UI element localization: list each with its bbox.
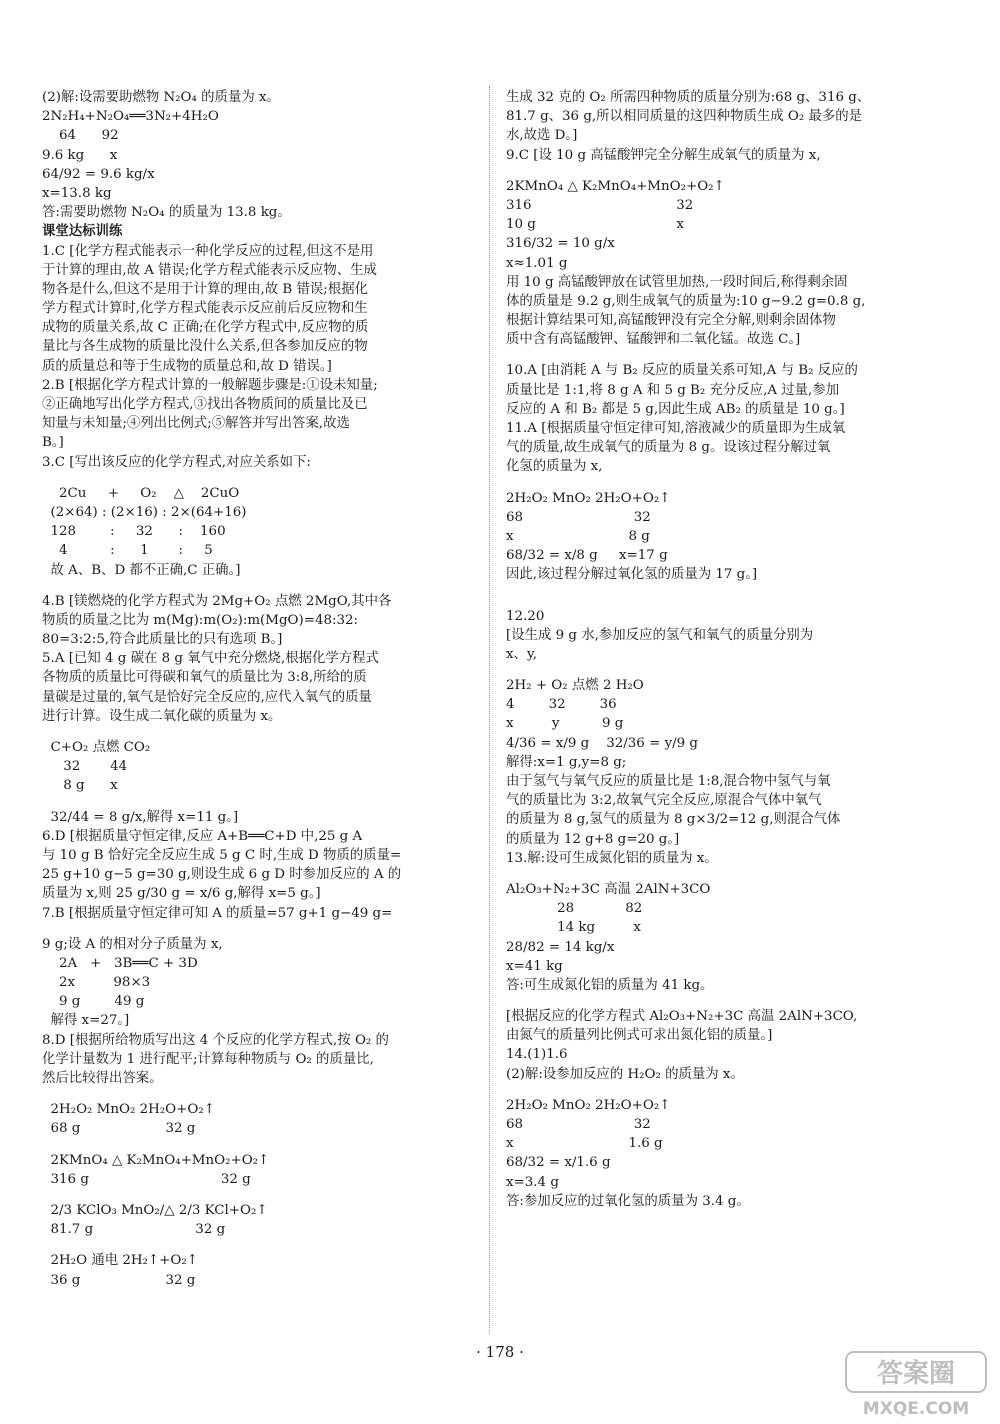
left-column-line: 128 : 32 : 160 [42, 524, 226, 540]
right-column-line: 的质量为 12 g+8 g=20 g。] [506, 831, 680, 847]
right-column-line: 4/36 = x/9 g 32/36 = y/9 g [506, 735, 698, 751]
right-column-line: 13.解:设可生成氮化铝的质量为 x。 [506, 850, 718, 866]
right-column-line: 14.(1)1.6 [506, 1047, 568, 1063]
left-column-line: 课堂达标训练 [42, 223, 123, 240]
left-column-line: 2H₂O 通电 2H₂↑+O₂↑ [42, 1253, 198, 1269]
right-column-line: [根据反应的化学方程式 Al₂O₃+N₂+3C 高温 2AlN+3CO, [506, 1009, 858, 1025]
left-column-line: 与 10 g B 恰好完全反应生成 5 g C 时,生成 D 物质的质量= [42, 847, 402, 863]
right-column-line: 由于氢气与氧气反应的质量比是 1:8,混合物中氢气与氧 [506, 774, 831, 789]
right-column-line: 用 10 g 高锰酸钾放在试管里加热,一段时间后,称得剩余固 [506, 274, 848, 290]
left-column-line: 解得 x=27。] [42, 1013, 130, 1029]
left-column-line: 物质的质量之比为 m(Mg):m(O₂):m(MgO)=48:32: [42, 612, 359, 628]
left-column-line: 32/44 = 8 g/x,解得 x=11 g。] [42, 809, 239, 825]
spacer [42, 1139, 477, 1151]
right-column-line: 答:可生成氮化铝的质量为 41 kg。 [506, 977, 714, 993]
left-column-line: 3.C [写出该反应的化学方程式,对应关系如下: [42, 454, 311, 470]
right-column-line: 的质量为 8 g,氢气的质量为 8 g×3/2=12 g,则混合气体 [506, 812, 841, 828]
left-column-line: 化学计量数为 1 进行配平;计算每种物质与 O₂ 的质量比, [42, 1051, 374, 1067]
spacer [42, 472, 477, 484]
left-column-line: 2.B [根据化学方程式计算的一般解题步骤是:①设未知量; [42, 377, 378, 393]
left-column-line: 2A + 3B══C + 3D [42, 955, 198, 971]
left-column-line: 物各是什么,但这不是用于计算的理由,故 B 错误;根据化 [42, 281, 368, 297]
right-column-line: 气的质量比为 3:2,故氧气完全反应,原混合气体中氧气 [506, 793, 822, 809]
right-column-line: 4 32 36 [506, 697, 617, 713]
left-column-line: 量碳是过量的,氧气是恰好完全反应的,应代入氧气的质量 [42, 689, 372, 705]
left-column-line: 1.C [化学方程式能表示一种化学反应的过程,但这不是用 [42, 243, 374, 259]
left-column-line: 知量与未知量;④列出比例式;⑤解答并写出答案,故选 [42, 416, 350, 432]
right-column-line: 12.20 [506, 608, 545, 624]
spacer [42, 796, 477, 808]
left-column-line: 81.7 g 32 g [42, 1222, 226, 1238]
left-column-line: 进行计算。设生成二氧化碳的质量为 x。 [42, 708, 282, 724]
spacer [42, 1239, 477, 1251]
right-column-line: 28/82 = 14 kg/x [506, 939, 615, 955]
left-column-line: 4.B [镁燃烧的化学方程式为 2Mg+O₂ 点燃 2MgO,其中各 [42, 593, 392, 609]
left-column-line: 25 g+10 g−5 g=30 g,则设生成 6 g D 时参加反应的 A 的 [42, 867, 402, 883]
left-column [42, 88, 477, 1290]
right-column-line: 28 82 [506, 901, 643, 917]
left-column-line: 于计算的理由,故 A 错误;化学方程式能表示反应物、生成 [42, 262, 377, 278]
left-column-line: 316 g 32 g [42, 1171, 251, 1187]
left-column-line: 学方程式计算时,化学方程式能表示反应前后反应物和生 [42, 301, 368, 317]
watermark-url: MXQE.COM [862, 1399, 970, 1419]
left-column-line: 2KMnO₄ △ K₂MnO₄+MnO₂+O₂↑ [42, 1152, 270, 1168]
right-column-line: x 8 g [506, 528, 650, 544]
left-column-line: 8 g x [42, 778, 118, 794]
spacer [42, 1189, 477, 1201]
left-column-line: 2H₂O₂ MnO₂ 2H₂O+O₂↑ [42, 1102, 215, 1118]
left-column-line: 4 : 1 : 5 [42, 543, 213, 559]
right-column-line: 化氢的质量为 x, [506, 459, 603, 475]
left-column-line: x=13.8 kg [42, 185, 112, 201]
left-column-line: 9 g;设 A 的相对分子质量为 x, [42, 936, 223, 952]
right-column-line: 2H₂ + O₂ 点燃 2 H₂O [506, 678, 644, 694]
left-column-line: 成物的质量关系,故 C 正确;在化学方程式中,反应物的质 [42, 320, 369, 336]
right-column-line: 68 32 [506, 1117, 651, 1132]
left-column-line: 2Cu + O₂ △ 2CuO [42, 485, 240, 501]
left-column-line: 2x 98×3 [42, 975, 151, 991]
right-column-line: 316 32 [506, 197, 694, 213]
right-column-line: 水,故选 D。] [506, 128, 578, 144]
right-column-line: 68 32 [506, 509, 651, 525]
left-column-line: 36 g 32 g [42, 1272, 196, 1288]
left-column-line: (2)解:设需要助燃物 N₂O₄ 的质量为 x。 [42, 90, 280, 105]
left-column-line: 8.D [根据所给物质写出这 4 个反应的化学方程式,按 O₂ 的 [42, 1032, 389, 1048]
left-column-line: 64/92 = 9.6 kg/x [42, 166, 155, 182]
spacer [42, 726, 477, 738]
right-column-line: 答:参加反应的过氧化氢的质量为 3.4 g。 [506, 1193, 750, 1209]
left-column-line: ②正确地写出化学方程式,③找出各物质间的质量比及已 [42, 397, 368, 412]
right-column-line: x≈1.01 g [506, 255, 568, 271]
right-column-line: (2)解:设参加反应的 H₂O₂ 的质量为 x。 [506, 1066, 744, 1082]
left-column-line: 68 g 32 g [42, 1121, 196, 1137]
left-column-line: 量比与各生成物的质量比没什么关系,但各参加反应的物 [42, 339, 368, 355]
right-column-line: 316/32 = 10 g/x [506, 236, 615, 252]
right-column-line: Al₂O₃+N₂+3C 高温 2AlN+3CO [506, 881, 711, 897]
right-column-line: [设生成 9 g 水,参加反应的氢气和氧气的质量分别为 [506, 627, 814, 643]
left-column-line: 各物质的质量比可得碳和氧气的质量比为 3:8,所给的质 [42, 670, 367, 686]
left-column-line: 然后比较得出答案。 [42, 1071, 163, 1086]
right-column-line: 10.A [由消耗 A 与 B₂ 反应的质量关系可知,A 与 B₂ 反应的 [506, 363, 858, 379]
left-column-line: 答:需要助燃物 N₂O₄ 的质量为 13.8 kg。 [42, 205, 291, 221]
spacer [506, 477, 918, 489]
right-column-line: 由氮气的质量列比例式可求出氮化铝的质量。] [506, 1028, 773, 1044]
right-column-line: 气的质量,故生成氧气的质量为 8 g。设该过程分解过氧 [506, 440, 831, 456]
right-column-line: 生成 32 克的 O₂ 所需四种物质的质量分别为:68 g、316 g、 [506, 90, 871, 105]
right-column-line: 质中含有高锰酸钾、锰酸钾和二氧化锰。故选 C。] [506, 332, 801, 348]
left-column-line: 质的质量总和等于生成物的质量总和,故 D 错误。] [42, 358, 332, 374]
left-column-line: 5.A [已知 4 g 碳在 8 g 氧气中充分燃烧,根据化学方程式 [42, 651, 379, 667]
spacer [506, 165, 918, 177]
left-column-line: B。] [42, 435, 64, 451]
right-column-line: 14 kg x [506, 920, 641, 936]
spacer [506, 585, 918, 607]
left-column-line: 9 g 49 g [42, 994, 145, 1010]
right-column-line: 2H₂O₂ MnO₂ 2H₂O+O₂↑ [506, 490, 671, 506]
left-column-line: 6.D [根据质量守恒定律,反应 A+B══C+D 中,25 g A [42, 828, 363, 844]
right-column-line: 68/32 = x/8 g x=17 g [506, 548, 668, 564]
spacer [42, 580, 477, 592]
right-column-line: 81.7 g、36 g,所以相同质量的这四种物质生成 O₂ 最多的是 [506, 109, 863, 125]
right-column-line: 体的质量是 9.2 g,则生成氧气的质量为:10 g−9.2 g=0.8 g, [506, 293, 866, 309]
spacer [506, 349, 918, 361]
watermark-text: 答案圈 [876, 1359, 956, 1389]
right-column-line: 反应的 A 和 B₂ 都是 5 g,因此生成 AB₂ 的质量是 10 g。] [506, 401, 845, 417]
right-column-line: 68/32 = x/1.6 g [506, 1155, 611, 1171]
right-column-line: 因此,该过程分解过氧化氢的质量为 17 g。] [506, 567, 758, 583]
right-column-line: 9.C [设 10 g 高锰酸钾完全分解生成氧气的质量为 x, [506, 147, 821, 163]
left-column-line: C+O₂ 点燃 CO₂ [42, 740, 151, 755]
right-column-line: x y 9 g [506, 716, 624, 732]
right-column-line: x 1.6 g [506, 1136, 663, 1152]
right-column-line: 质量比是 1:1,将 8 g A 和 5 g B₂ 充分反应,A 过量,参加 [506, 382, 840, 398]
left-column-line: 2N₂H₄+N₂O₄══3N₂+4H₂O [42, 109, 219, 125]
right-column-line: 2KMnO₄ △ K₂MnO₄+MnO₂+O₂↑ [506, 178, 725, 194]
left-column-line: (2×64) : (2×16) : 2×(64+16) [42, 504, 247, 520]
left-column-line: 9.6 kg x [42, 147, 118, 163]
right-column-line: x=41 kg [506, 958, 563, 974]
spacer [506, 664, 918, 676]
left-column-line: 80=3:2:5,符合此质量比的只有选项 B。] [42, 632, 283, 648]
column-divider [489, 86, 490, 1334]
right-column-line: 2H₂O₂ MnO₂ 2H₂O+O₂↑ [506, 1097, 671, 1113]
right-column [506, 88, 918, 1211]
spacer [506, 995, 918, 1007]
right-column-line: 根据计算结果可知,高锰酸钾没有完全分解,则剩余固体物 [506, 313, 836, 329]
right-column-line: x、y, [506, 646, 537, 662]
right-column-line: 10 g x [506, 217, 684, 233]
left-column-line: 故 A、B、D 都不正确,C 正确。] [42, 562, 241, 578]
page-number: · 178 · [476, 1343, 524, 1361]
spacer [506, 1084, 918, 1096]
right-column-line: 解得:x=1 g,y=8 g; [506, 754, 627, 770]
left-column-line: 2/3 KClO₃ MnO₂/△ 2/3 KCl+O₂↑ [42, 1202, 268, 1218]
left-column-line: 32 44 [42, 759, 128, 775]
right-column-line: 11.A [根据质量守恒定律可知,溶液减少的质量即为生成氧 [506, 421, 846, 436]
left-column-line: 质量为 x,则 25 g/30 g = x/6 g,解得 x=5 g。] [42, 886, 321, 902]
watermark-logo [842, 1348, 990, 1420]
right-column-line: x=3.4 g [506, 1174, 559, 1190]
spacer [506, 868, 918, 880]
spacer [42, 1088, 477, 1100]
spacer [42, 923, 477, 935]
left-column-line: 64 92 [42, 128, 119, 144]
left-column-line: 7.B [根据质量守恒定律可知 A 的质量=57 g+1 g−49 g= [42, 905, 393, 921]
